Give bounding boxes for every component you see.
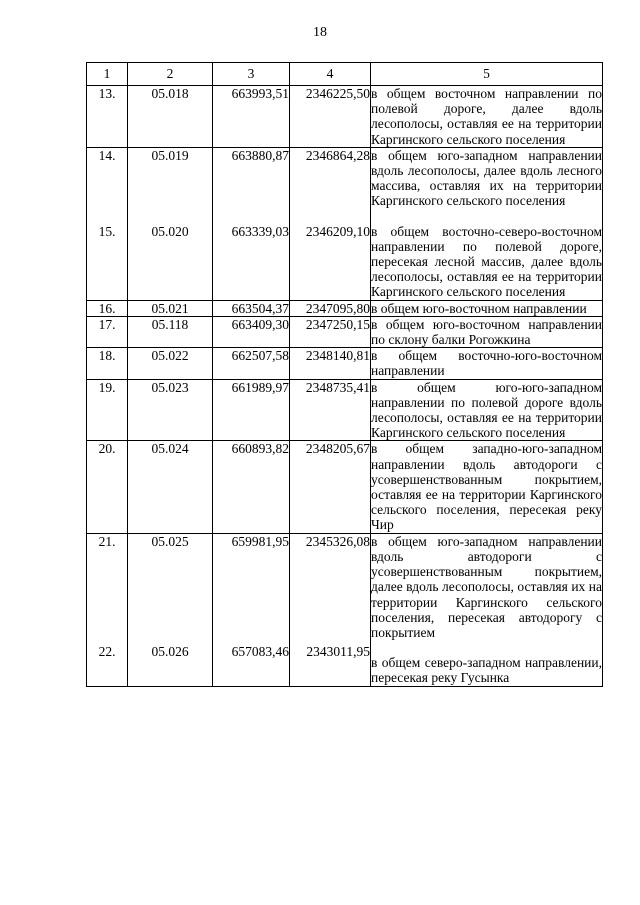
table-row (87, 316, 603, 347)
coordinate-y: 2346209,10 (305, 224, 370, 240)
point-code: 05.021 (128, 300, 213, 316)
point-number: 21. (98, 533, 116, 549)
boundary-description (371, 379, 603, 441)
coordinate-x-group (213, 147, 290, 300)
point-code: 05.019 (151, 147, 189, 163)
column-header-2: 2 (128, 63, 213, 86)
column-header-3: 3 (213, 63, 290, 86)
point-number: 19. (87, 379, 128, 441)
boundary-description (371, 300, 603, 316)
point-code: 05.025 (151, 533, 189, 549)
table-row (87, 348, 603, 379)
coordinate-y: 2348205,67 (290, 441, 371, 533)
point-code: 05.024 (128, 441, 213, 533)
coordinate-y: 2345326,08 (305, 533, 370, 549)
coordinate-x: 663504,37 (213, 300, 290, 316)
coordinate-y: 2348140,81 (290, 348, 371, 379)
column-header-5: 5 (371, 63, 603, 86)
coordinate-x: 660893,82 (213, 441, 290, 533)
coordinate-x: 657083,46 (231, 643, 289, 659)
boundary-description (371, 86, 603, 148)
coordinate-y-group (290, 533, 371, 686)
description-text: в общем юго-западном направлении вдоль автодороги с усовершенствованным покрытием, далее вдоль лесополосы, оставляя их на территории Каргинского сельского поселения, пересекая автодорогу с покрытием (371, 533, 602, 640)
coordinate-x: 659981,95 (231, 533, 289, 549)
boundary-points-table (86, 62, 603, 687)
coordinate-x: 663409,30 (213, 316, 290, 347)
point-code: 05.018 (128, 86, 213, 148)
description-text: в общем восточно-юго-восточном направлении (371, 348, 602, 379)
description-text: в общем юго-западном направлении вдоль лесополосы, далее вдоль лесного массива, оставляя их на территории Каргинского сельского поселения (371, 147, 602, 209)
point-code: 05.026 (151, 643, 189, 659)
boundary-description (371, 348, 603, 379)
boundary-description-group (371, 147, 603, 300)
description-text: в общем восточно-северо-восточном направлении по полевой дороге, пересекая лесной массив, далее вдоль лесополосы, оставляя ее на территории Каргинского сельского поселения (371, 223, 602, 300)
point-number: 17. (87, 316, 128, 347)
description-text: в общем юго-юго-западном направлении по полевой дороге вдоль лесополосы, оставляя ее на территории Каргинского сельского поселения (371, 379, 602, 441)
coordinate-y: 2347095,80 (290, 300, 371, 316)
coordinate-y: 2346864,28 (305, 147, 370, 163)
page-number: 18 (313, 25, 327, 40)
point-number: 18. (87, 348, 128, 379)
point-code: 05.020 (151, 224, 189, 240)
table-row (87, 147, 603, 300)
coordinate-y: 2348735,41 (290, 379, 371, 441)
coordinate-y: 2343011,95 (306, 643, 370, 659)
table-header-row (87, 63, 603, 86)
boundary-description (371, 441, 603, 533)
coordinate-x: 661989,97 (213, 379, 290, 441)
table-row (87, 379, 603, 441)
coordinate-x: 663339,03 (231, 224, 289, 240)
point-number: 15. (98, 224, 116, 240)
coordinate-x: 663880,87 (231, 147, 289, 163)
coordinate-x: 663993,51 (213, 86, 290, 148)
table-row (87, 441, 603, 533)
description-text: в общем юго-восточном направлении по склону балки Рогожкина (371, 316, 602, 348)
point-number: 22. (98, 643, 116, 659)
point-number: 20. (87, 441, 128, 533)
point-number-group (87, 147, 128, 300)
point-number-group (87, 533, 128, 686)
column-header-4: 4 (290, 63, 371, 86)
table-row (87, 300, 603, 316)
point-code: 05.023 (128, 379, 213, 441)
point-code-group (128, 147, 213, 300)
point-number: 13. (87, 86, 128, 148)
coordinate-x-group (213, 533, 290, 686)
coordinate-x: 662507,58 (213, 348, 290, 379)
coordinate-y: 2347250,15 (290, 316, 371, 347)
point-number: 14. (98, 147, 116, 163)
description-text: в общем западно-юго-западном направлении вдоль автодороги с усовершенствованным покрытием, оставляя ее на территории Каргинского сельского поселения, пересекая реку Чир (371, 441, 602, 533)
point-code: 05.022 (128, 348, 213, 379)
coordinate-y-group (290, 147, 371, 300)
boundary-description-group (371, 533, 603, 686)
description-text: в общем северо-западном направлении, пересекая реку Гусынка (371, 655, 602, 686)
table-row (87, 533, 603, 686)
column-header-1: 1 (87, 63, 128, 86)
point-code-group (128, 533, 213, 686)
description-text: в общем юго-восточном направлении (371, 300, 587, 316)
point-number: 16. (87, 300, 128, 316)
boundary-description (371, 316, 603, 347)
table-row (87, 86, 603, 148)
coordinate-y: 2346225,50 (290, 86, 371, 148)
point-code: 05.118 (128, 316, 213, 347)
description-text: в общем восточном направлении по полевой дороге, далее вдоль лесополосы, оставляя ее на территории Каргинского сельского поселения (371, 86, 602, 147)
